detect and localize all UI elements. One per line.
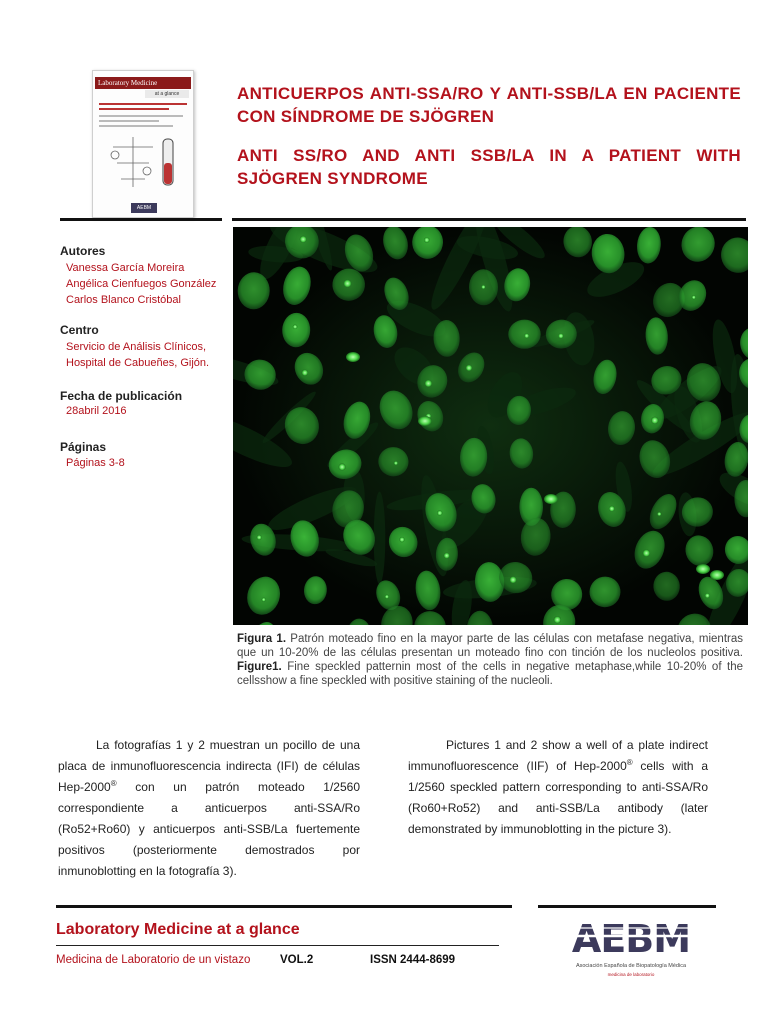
- nucleolus-dot: [425, 380, 432, 387]
- body-es-text-cont: con un patrón moteado 1/2560 correspondiente a anticuerpos anti-SSA/Ro (Ro52+Ro60) y anticuerpos anti-SSB/La fuertemente positivos (posteriormente demostrados por inmunoblotting en la fotografía 3).: [58, 780, 360, 878]
- center-line: Servicio de Análisis Clínicos,: [66, 341, 207, 353]
- footer-journal-subtitle: Medicina de Laboratorio de un vistazo: [56, 954, 251, 966]
- nucleolus-dot: [554, 616, 561, 623]
- nucleolus-dot: [705, 593, 710, 598]
- aebm-name: Asociación Española de Biopatología Médica: [575, 963, 687, 969]
- center-label: Centro: [60, 323, 99, 337]
- immunofluorescence-image: [233, 227, 748, 625]
- aebm-subtitle: medicina de laboratorio: [607, 972, 655, 977]
- body-column-spanish: [58, 735, 360, 882]
- aebm-logo-text: AEBM: [571, 917, 691, 961]
- figure-caption: [237, 632, 743, 688]
- nucleolus-dot: [257, 535, 262, 540]
- author-name: Vanessa García Moreira: [66, 262, 185, 274]
- title-spanish: ANTICUERPOS ANTI-SSA/RO Y ANTI-SSB/LA EN PACIENTE CON SÍNDROME DE SJÖGREN: [237, 84, 741, 126]
- body-es-text: La fotografías 1 y 2 muestran un pocillo de una placa de inmunofluorescencia indirecta (IFI) de células Hep-2000: [58, 738, 360, 794]
- cover-journal-title: Laboratory Medicine: [95, 77, 191, 89]
- nucleolus-dot: [300, 236, 307, 243]
- aebm-logo: [566, 914, 696, 994]
- publication-date: 28abril 2016: [66, 405, 127, 417]
- cell-nucleus: [508, 320, 540, 349]
- nucleolus-dot: [339, 463, 346, 470]
- nucleolus-dot: [524, 333, 529, 338]
- center-line: Hospital de Cabueñes, Gijón.: [66, 357, 210, 369]
- nucleolus-dot: [657, 512, 661, 516]
- nucleolus-dot: [399, 537, 404, 542]
- cover-diagram-icon: [103, 133, 183, 195]
- header-rule-right: [232, 218, 746, 221]
- body-en-text: Pictures 1 and 2 show a well of a plate indirect immunofluorescence (IIF) of Hep-2000: [408, 738, 708, 773]
- registered-mark: ®: [626, 758, 633, 767]
- authors-label: Autores: [60, 244, 106, 258]
- nucleolus-dot: [262, 598, 266, 602]
- cell-nuclei-figure: [233, 227, 748, 625]
- publication-date-label: Fecha de publicación: [60, 389, 183, 403]
- authors-list: [66, 260, 216, 308]
- pages-label: Páginas: [60, 440, 107, 454]
- body-en-text-cont: cells with a 1/2560 speckled pattern corresponding to anti-SSA/Ro (Ro60+Ro52) and anti-SSB/La antibody (later demonstrated by immunoblotting in the picture 3).: [408, 759, 708, 836]
- nucleolus-dot: [385, 595, 389, 599]
- cytoplasm-streak: [374, 492, 386, 585]
- footer-volume: VOL.2: [280, 954, 314, 966]
- footer-journal-title: Laboratory Medicine at a glance: [56, 921, 300, 938]
- center-info: [66, 339, 209, 371]
- nucleolus-dot: [558, 333, 563, 338]
- pages-value: Páginas 3-8: [66, 457, 125, 469]
- cover-logo: AEBM: [131, 203, 157, 213]
- nucleolus-dot: [510, 576, 517, 583]
- nucleolus-dot: [344, 280, 352, 288]
- nucleolus-dot: [643, 549, 650, 556]
- nucleolus-dot: [302, 370, 308, 376]
- bright-cluster: [696, 564, 710, 574]
- bright-cluster: [544, 494, 558, 504]
- nucleolus-dot: [293, 325, 298, 330]
- registered-mark: ®: [110, 779, 117, 788]
- cover-journal-subtitle: at a glance: [145, 90, 189, 98]
- nucleolus-dot: [651, 417, 658, 424]
- nucleolus-dot: [394, 461, 398, 465]
- title-english: ANTI SS/RO AND ANTI SSB/LA IN A PATIENT WITH SJÖGREN SYNDROME: [237, 146, 741, 188]
- bright-cluster: [418, 416, 432, 426]
- header-rule-left: [60, 218, 222, 221]
- author-name: Carlos Blanco Cristóbal: [66, 294, 181, 306]
- nucleolus-dot: [424, 237, 430, 243]
- body-column-english: [408, 735, 708, 840]
- nucleolus-dot: [481, 285, 485, 289]
- nucleolus-dot: [466, 365, 472, 371]
- footer-issn: ISSN 2444-8699: [370, 954, 456, 966]
- footer-rule-right: [538, 905, 716, 908]
- bright-cluster: [710, 570, 724, 580]
- caption-label-en: Figure1.: [237, 661, 282, 673]
- caption-text-en: Fine speckled patternin most of the cells in negative metaphase,while 10-20% of the cellsshow a fine speckled with positive staining of the nucleoli.: [237, 661, 743, 687]
- nucleolus-dot: [692, 295, 696, 299]
- caption-text-es: Patrón moteado fino en la mayor parte de las células con metafase negativa, mientras que un 10-20% de las células presentan un moteado fino con tinción de los nucleolos positiva.: [237, 633, 743, 659]
- nucleolus-dot: [609, 506, 615, 512]
- caption-label-es: Figura 1.: [237, 633, 287, 645]
- bright-cluster: [346, 352, 360, 362]
- nucleolus-dot: [437, 510, 442, 515]
- author-name: Angélica Cienfuegos González: [66, 278, 217, 290]
- nucleolus-dot: [444, 553, 450, 559]
- footer-rule-left: [56, 905, 512, 908]
- journal-cover-thumbnail: [92, 70, 194, 218]
- footer-thin-rule: [56, 945, 499, 946]
